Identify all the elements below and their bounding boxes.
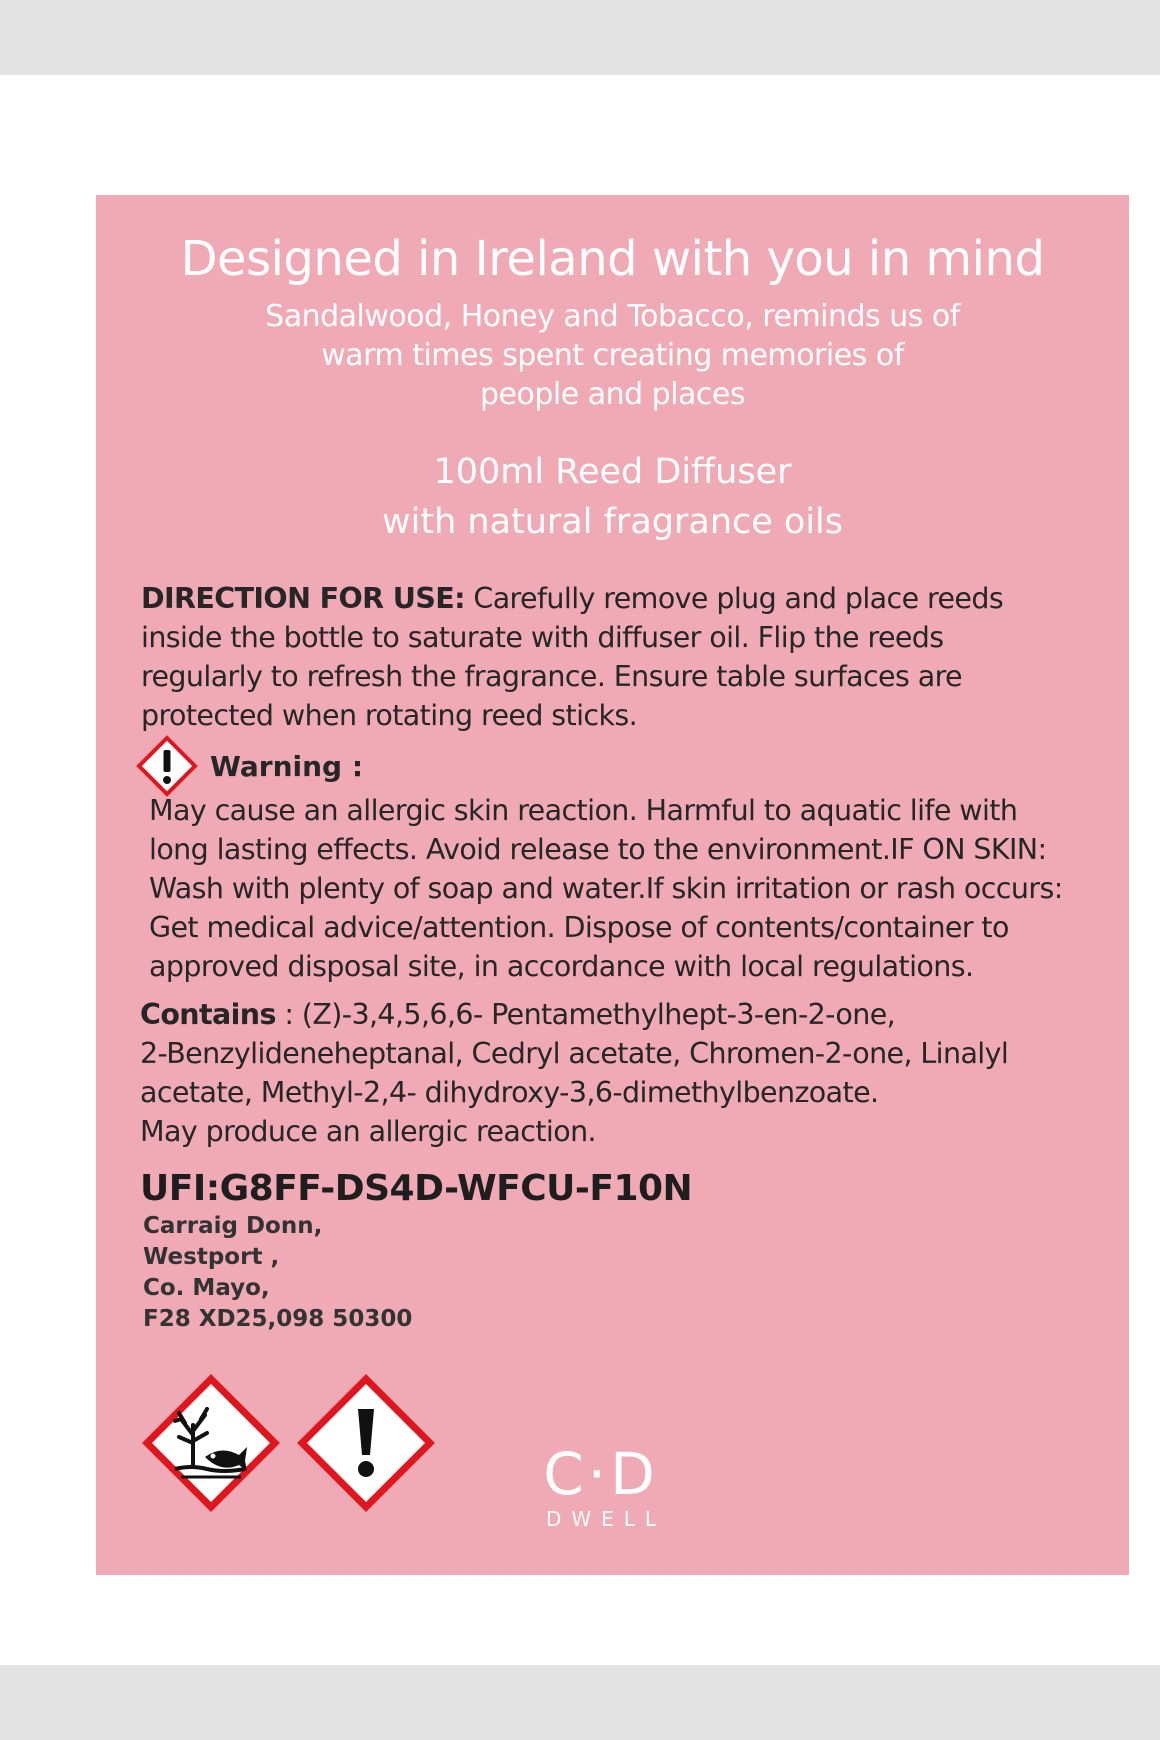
- directions-label: DIRECTION FOR USE:: [141, 582, 465, 615]
- exclamation-hazard-icon: [296, 1373, 436, 1513]
- contains-text: : (Z)-3,4,5,6,6- Pentamethylhept-3-en-2-one,: [275, 998, 896, 1031]
- bottom-margin-band: [0, 1665, 1160, 1740]
- address-line: Co. Mayo,: [143, 1275, 270, 1301]
- address-line: Westport ,: [143, 1244, 280, 1270]
- warning-line: approved disposal site, in accordance with local regulations.: [149, 950, 974, 983]
- contains-first-line: [140, 995, 1100, 1034]
- directions-text: Carefully remove plug and place reeds: [464, 582, 1004, 615]
- warning-line: May cause an allergic skin reaction. Harmful to aquatic life with: [149, 794, 1018, 827]
- directions-paragraph: [141, 579, 1101, 735]
- product-description: [96, 447, 1129, 547]
- logo-mark: C·D: [543, 1440, 659, 1508]
- contains-line: 2-Benzylideneheptanal, Cedryl acetate, Chromen-2-one, Linalyl: [140, 1037, 1009, 1070]
- directions-line: regularly to refresh the fragrance. Ensure table surfaces are: [141, 660, 962, 693]
- brand-logo: [526, 1440, 676, 1531]
- exclamation-diamond-icon: [136, 735, 198, 797]
- contains-line: acetate, Methyl-2,4- dihydroxy-3,6-dimethylbenzoate.: [140, 1076, 879, 1109]
- environment-hazard-icon: [141, 1373, 281, 1513]
- address-line: F28 XD25,098 50300: [143, 1306, 413, 1332]
- contains-paragraph: [140, 995, 1100, 1151]
- tagline-line: Sandalwood, Honey and Tobacco, reminds us of: [265, 299, 960, 334]
- ufi-code: UFI:G8FF-DS4D-WFCU-F10N: [140, 1168, 693, 1209]
- directions-first-line: [141, 579, 1101, 618]
- directions-line: inside the bottle to saturate with diffuser oil. Flip the reeds: [141, 621, 944, 654]
- warning-line: long lasting effects. Avoid release to the environment.IF ON SKIN:: [149, 833, 1047, 866]
- tagline-line: people and places: [479, 377, 746, 412]
- contains-label: Contains: [140, 998, 276, 1031]
- warning-line: Get medical advice/attention. Dispose of contents/container to: [149, 911, 1009, 944]
- tagline-line: warm times spent creating memories of: [321, 338, 904, 373]
- contains-line: May produce an allergic reaction.: [140, 1115, 597, 1148]
- warning-heading: [136, 741, 363, 791]
- product-line: 100ml Reed Diffuser: [433, 452, 792, 492]
- headline: Designed in Ireland with you in mind: [180, 231, 1045, 287]
- company-address: [143, 1211, 412, 1335]
- product-line: with natural fragrance oils: [382, 502, 843, 542]
- address-line: Carraig Donn,: [143, 1213, 323, 1239]
- product-label: [96, 195, 1129, 1575]
- warning-line: Wash with plenty of soap and water.If skin irritation or rash occurs:: [149, 872, 1063, 905]
- directions-line: protected when rotating reed sticks.: [141, 699, 638, 732]
- logo-wordmark: DWELL: [545, 1507, 667, 1531]
- top-margin-band: [0, 0, 1160, 75]
- warning-paragraph: [149, 791, 1109, 986]
- warning-title: Warning :: [210, 749, 364, 783]
- tagline: [96, 297, 1129, 414]
